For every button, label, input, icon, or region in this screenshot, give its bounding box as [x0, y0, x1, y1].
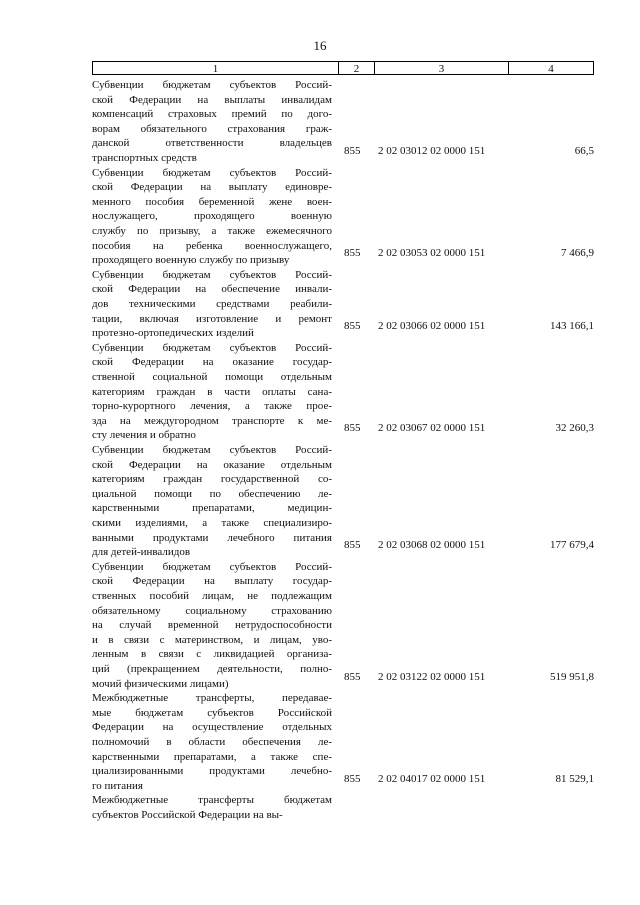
- description-line: на случай временной нетрудоспособности: [92, 619, 332, 632]
- amount: 519 951,8: [550, 670, 594, 683]
- admin-code: 855: [344, 247, 361, 260]
- description-line: ской Федерации на оказание государ-: [92, 356, 332, 369]
- admin-code: 855: [344, 422, 361, 435]
- description-line: сту лечения и обратно: [92, 429, 196, 442]
- description-line: ворам обязательного страхования граж-: [92, 122, 332, 135]
- description-line: ской Федерации на оказание отдельным: [92, 458, 332, 471]
- description-line: Межбюджетные трансферты, передавае-: [92, 692, 332, 705]
- amount: 66,5: [574, 145, 594, 157]
- description-line: го питания: [92, 779, 143, 792]
- description-line: менного пособия беременной жене воен-: [92, 195, 332, 208]
- row-codes: [92, 772, 594, 787]
- admin-code: 855: [344, 670, 361, 683]
- description-line: полномочий в области обеспечения ле-: [92, 735, 332, 748]
- table-header: [92, 61, 594, 75]
- header-col-1: 1: [93, 62, 339, 74]
- description-line: пособия на ребенка военнослужащего,: [92, 239, 332, 252]
- budget-classification-code: 2 02 03068 02 0000 151: [378, 539, 486, 552]
- description-line: ленным в связи с ликвидацией организа-: [92, 648, 332, 661]
- description-line: нослужащего, проходящего военную: [92, 210, 332, 223]
- admin-code: 855: [344, 772, 361, 785]
- description-line: данской ответственности владельцев: [92, 137, 332, 150]
- description-line: протезно-ортопедических изделий: [92, 327, 254, 340]
- budget-classification-code: 2 02 03066 02 0000 151: [378, 320, 486, 333]
- description-line: службу по призыву, а также ежемесячного: [92, 224, 332, 237]
- row-codes: [92, 144, 594, 159]
- row-codes: [92, 246, 594, 261]
- description-line: карственными препаратами, а также спе-: [92, 750, 332, 763]
- description-line: Субвенции бюджетам субъектов Россий-: [92, 341, 332, 354]
- description-line: ской Федерации на выплату единовре-: [92, 181, 332, 194]
- description-line: категориям граждан государственной со-: [92, 473, 332, 486]
- description-line: дов техническими средствами реабили-: [92, 297, 332, 310]
- amount: 143 166,1: [550, 320, 594, 333]
- description-line: Субвенции бюджетам субъектов Россий-: [92, 444, 332, 456]
- description-line: Субвенции бюджетам субъектов Россий-: [92, 166, 332, 179]
- page-number: 16: [313, 38, 327, 53]
- description-line: проходящего военную службу по призыву: [92, 254, 290, 267]
- row-codes: [92, 670, 594, 685]
- description-line: ской Федерации на выплаты инвалидам: [92, 93, 332, 106]
- description-line: ской Федерации на выплату государ-: [92, 575, 332, 588]
- description-line: обязательному социальному страхованию: [92, 604, 332, 617]
- description-line: субъектов Российской Федерации на вы-: [92, 808, 283, 821]
- row-description: [92, 793, 332, 822]
- description-line: Субвенции бюджетам субъектов Россий-: [92, 268, 332, 281]
- description-line: для детей-инвалидов: [92, 546, 191, 559]
- header-col-2: 2: [339, 62, 375, 74]
- budget-classification-code: 2 02 03067 02 0000 151: [378, 422, 486, 435]
- row-codes: [92, 421, 594, 436]
- header-col-4: 4: [548, 63, 554, 75]
- description-line: торно-курортного лечения, а также прое-: [92, 400, 332, 413]
- description-line: Субвенции бюджетам субъектов Россий-: [92, 79, 332, 91]
- description-line: мочий физическими лицами): [92, 677, 229, 690]
- description-line: компенсаций страховых премий по дого-: [92, 108, 332, 121]
- budget-classification-code: 2 02 03122 02 0000 151: [378, 670, 486, 683]
- admin-code: 855: [344, 539, 361, 552]
- amount: 81 529,1: [555, 772, 594, 785]
- amount: 32 260,3: [555, 422, 594, 435]
- description-line: категориям граждан в части оплаты сана-: [92, 385, 332, 398]
- budget-classification-code: 2 02 03012 02 0000 151: [378, 145, 486, 157]
- description-line: ской Федерации на обеспечение инвали-: [92, 283, 332, 296]
- description-line: циализированными продуктами лечебно-: [92, 765, 332, 778]
- row-codes: [92, 319, 594, 334]
- description-line: и в связи с материнством, и лицам, уво-: [92, 633, 332, 646]
- admin-code: 855: [344, 145, 361, 157]
- description-line: ственных пособий лицам, не подлежащим: [92, 589, 332, 602]
- description-line: Субвенции бюджетам субъектов Россий-: [92, 560, 332, 573]
- description-line: мые бюджетам субъектов Российской: [92, 706, 332, 719]
- description-line: ций (прекращением деятельности, полно-: [92, 662, 332, 675]
- description-line: тации, включая изготовление и ремонт: [92, 312, 332, 325]
- row-codes: [92, 538, 594, 553]
- description-line: ванными продуктами лечебного питания: [92, 531, 332, 544]
- amount: 177 679,4: [550, 539, 594, 552]
- description-line: Федерации на осуществление отдельных: [92, 721, 332, 734]
- description-line: циальной помощи по обеспечению ле-: [92, 487, 332, 500]
- header-col-3: 3: [375, 62, 509, 74]
- description-line: ственной социальной помощи отдельным: [92, 370, 332, 383]
- description-line: зда на междугородном транспорте к ме-: [92, 414, 332, 427]
- amount: 7 466,9: [561, 247, 594, 260]
- budget-classification-code: 2 02 03053 02 0000 151: [378, 247, 486, 260]
- description-line: скими изделиями, а также специализиро-: [92, 516, 332, 529]
- description-line: транспортных средств: [92, 151, 197, 164]
- budget-classification-code: 2 02 04017 02 0000 151: [378, 772, 486, 785]
- description-line: Межбюджетные трансферты бюджетам: [92, 794, 332, 807]
- admin-code: 855: [344, 320, 361, 333]
- description-line: карственными препаратами, медицин-: [92, 502, 332, 515]
